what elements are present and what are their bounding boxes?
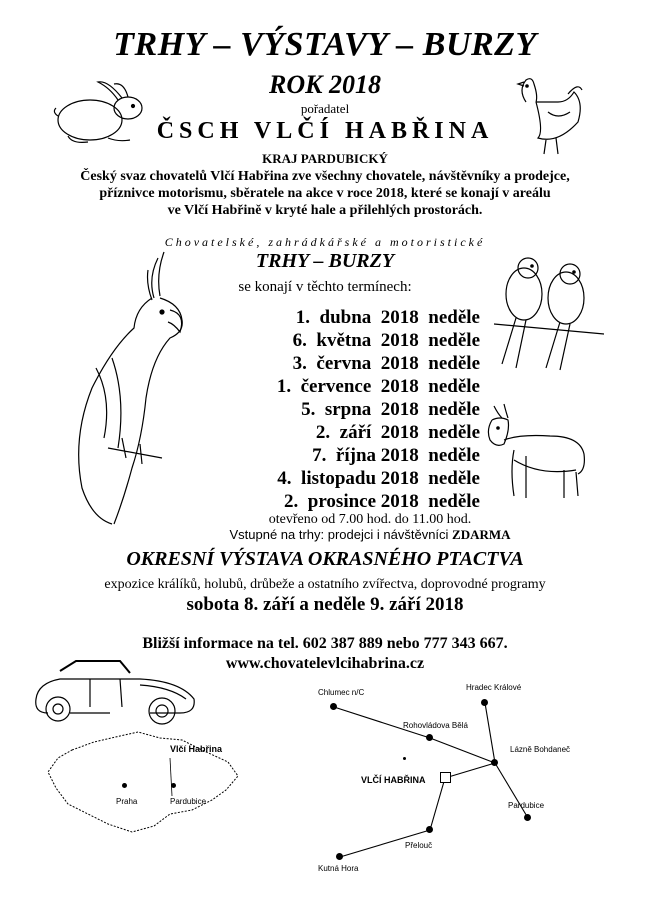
- hen-illustration: [508, 72, 588, 162]
- map-dot-kutna-hora: [336, 853, 343, 860]
- entry-fee: [150, 527, 590, 543]
- map-dot-rohovladova-bela: [426, 734, 433, 741]
- date-item: 1. července 2018 neděle: [276, 376, 480, 397]
- organizer-label: pořadatel: [300, 101, 350, 116]
- map-label-chlumec: Chlumec n/C: [318, 688, 365, 697]
- date-item: 2. září 2018 neděle: [315, 422, 480, 443]
- date-item: 6. května 2018 neděle: [292, 330, 480, 351]
- map-dot-chlumec: [330, 703, 337, 710]
- map-dot-hradec-kralove: [481, 699, 488, 706]
- date-item: 7. října 2018 neděle: [312, 445, 480, 466]
- rabbit-illustration: [48, 78, 148, 146]
- exhibition-date: sobota 8. září a neděle 9. září 2018: [186, 594, 464, 615]
- map-label-rohovladova-bela: Rohovládova Bělá: [403, 721, 468, 730]
- club-name: ČSCH VLČÍ HABŘINA: [156, 118, 494, 144]
- region-label: KRAJ PARDUBICKÝ: [262, 151, 388, 166]
- date-item: 5. srpna 2018 neděle: [301, 399, 480, 420]
- date-item: 2. prosince 2018 neděle: [284, 491, 480, 512]
- poster-year: ROK 2018: [269, 70, 381, 99]
- map-label-pardubice: Pardubice: [508, 801, 545, 810]
- map-label-kutna-hora: Kutná Hora: [318, 864, 359, 873]
- goat-illustration: [480, 400, 590, 502]
- invitation-line: ve Vlčí Habřině v kryté hale a přilehlých prostorách.: [167, 203, 483, 218]
- cz-map-label-pardubice: Pardubice: [170, 797, 207, 806]
- date-item: 1. dubna 2018 neděle: [295, 307, 480, 328]
- map-label-hradec-kralove: Hradec Králové: [466, 683, 522, 692]
- website-link[interactable]: www.chovatelevlcihabrina.cz: [225, 655, 425, 672]
- fairs-title: TRHY – BURZY: [255, 250, 395, 272]
- entry-fee-label: Vstupné na trhy: prodejci i návštěvníci: [229, 527, 453, 542]
- invitation-line: příznivce motorismu, sběratele na akce v roce 2018, které se konají v areálu: [99, 186, 551, 201]
- invitation-text: [60, 168, 590, 219]
- date-item: 3. června 2018 neděle: [292, 353, 480, 374]
- cz-map-label-vlci-habrina: Vlčí Habřina: [170, 744, 223, 754]
- map-label-prelouc: Přelouč: [405, 841, 433, 850]
- map-label-lazne-bohdanec: Lázně Bohdaneč: [510, 745, 571, 754]
- map-dot-prelouc: [426, 826, 433, 833]
- poster-title: TRHY – VÝSTAVY – BURZY: [113, 26, 537, 63]
- invitation-line: Český svaz chovatelů Vlčí Habřina zve všechny chovatele, návštěvníky a prodejce,: [80, 169, 570, 184]
- date-list: [245, 306, 480, 513]
- exhibition-description: expozice králíků, holubů, drůbeže a ostatního zvířectva, doprovodné programy: [104, 577, 546, 592]
- map-dot-pardubice: [524, 814, 531, 821]
- entry-fee-value: ZDARMA: [452, 527, 511, 542]
- exhibition-title: OKRESNÍ VÝSTAVA OKRASNÉHO PTACTVA: [126, 548, 524, 570]
- fairs-subtitle: Chovatelské, zahrádkářské a motoristické: [164, 235, 486, 249]
- contact-phones: Bližší informace na tel. 602 387 889 nebo 777 343 667.: [142, 635, 508, 652]
- map-marker-vlci-habrina: [440, 772, 451, 783]
- opening-hours: otevřeno od 7.00 hod. do 11.00 hod.: [268, 512, 472, 527]
- fairs-intro: se konají v těchto termínech:: [238, 279, 412, 295]
- map-dot-lazne-bohdanec: [491, 759, 498, 766]
- map-label-vlci-habrina: VLČÍ HABŘINA: [361, 775, 426, 785]
- map-dot-small: [403, 757, 406, 760]
- date-item: 4. listopadu 2018 neděle: [277, 468, 480, 489]
- cz-map-dot-praha: [122, 783, 127, 788]
- cz-map-dot-pardubice: [171, 783, 176, 788]
- cz-map-label-praha: Praha: [116, 797, 138, 806]
